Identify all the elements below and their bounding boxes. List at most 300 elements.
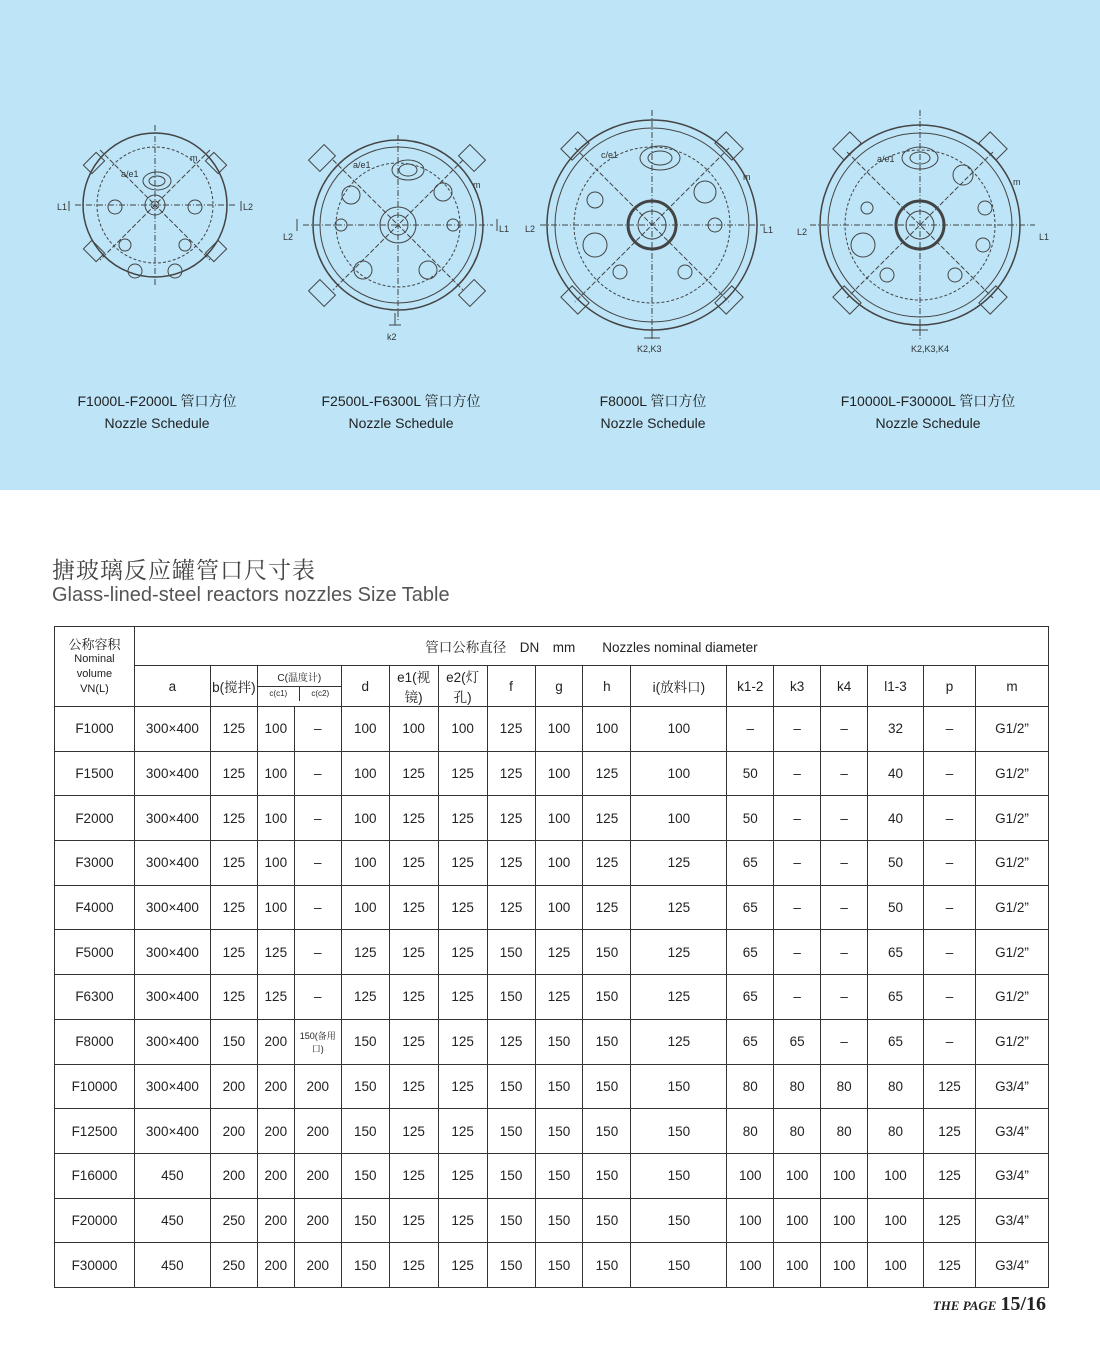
col-i: i(放料口)	[631, 666, 727, 707]
table-cell: –	[821, 1019, 868, 1064]
table-cell: 125	[487, 707, 535, 752]
table-cell: G3/4”	[975, 1109, 1048, 1154]
col-k4: k4	[821, 666, 868, 707]
table-cell: –	[774, 841, 821, 886]
table-cell: 125	[438, 1019, 487, 1064]
col-c: C(温度计) c(c1) c(c2)	[257, 666, 341, 707]
table-cell: 125	[210, 841, 257, 886]
table-cell: 65	[727, 841, 774, 886]
table-cell: 150	[631, 1064, 727, 1109]
table-cell: 100	[535, 707, 583, 752]
table-cell: 100	[535, 841, 583, 886]
table-cell: –	[727, 707, 774, 752]
table-cell: 100	[821, 1153, 868, 1198]
table-cell: 65	[727, 885, 774, 930]
table-cell: 200	[257, 1109, 294, 1154]
table-cell: 100	[341, 796, 389, 841]
vn-cell: F20000	[55, 1198, 135, 1243]
table-cell: 100	[341, 885, 389, 930]
table-cell: 100	[868, 1153, 924, 1198]
table-cell: 150	[210, 1019, 257, 1064]
table-cell: –	[821, 930, 868, 975]
table-cell: 150(备用口)	[294, 1019, 341, 1064]
table-cell: 100	[257, 707, 294, 752]
table-title-cn: 搪玻璃反应罐管口尺寸表	[52, 558, 316, 584]
table-cell: 150	[535, 1064, 583, 1109]
table-cell: 125	[438, 796, 487, 841]
table-cell: 200	[210, 1153, 257, 1198]
table-cell: 80	[727, 1064, 774, 1109]
table-cell: 125	[210, 796, 257, 841]
col-h: h	[583, 666, 631, 707]
table-cell: 125	[210, 707, 257, 752]
caption-cn: F1000L-F2000L 管口方位	[77, 393, 237, 409]
table-row	[55, 1109, 1049, 1154]
svg-text:a/e1: a/e1	[353, 160, 371, 170]
caption-cn: F10000L-F30000L 管口方位	[840, 393, 1016, 409]
table-cell: 100	[535, 885, 583, 930]
table-cell: 125	[257, 975, 294, 1020]
table-cell: 125	[923, 1243, 975, 1288]
table-cell: 300×400	[134, 1064, 210, 1109]
table-cell: 125	[210, 930, 257, 975]
table-cell: 150	[535, 1109, 583, 1154]
svg-text:m: m	[190, 153, 198, 163]
table-cell: 450	[134, 1153, 210, 1198]
table-cell: 300×400	[134, 751, 210, 796]
table-cell: 450	[134, 1243, 210, 1288]
table-cell: 100	[774, 1243, 821, 1288]
table-cell: 125	[210, 751, 257, 796]
table-cell: G3/4”	[975, 1064, 1048, 1109]
table-cell: 125	[389, 796, 438, 841]
table-cell: 150	[487, 1243, 535, 1288]
table-cell: 100	[727, 1198, 774, 1243]
table-cell: 200	[294, 1198, 341, 1243]
table-cell: 150	[583, 1019, 631, 1064]
table-cell: 300×400	[134, 841, 210, 886]
table-cell: 300×400	[134, 707, 210, 752]
page-number	[933, 1293, 1046, 1316]
table-row	[55, 885, 1049, 930]
svg-text:a/e1: a/e1	[877, 154, 895, 164]
table-cell: 100	[774, 1153, 821, 1198]
table-cell: 125	[389, 751, 438, 796]
table-cell: 150	[341, 1153, 389, 1198]
table-cell: 100	[535, 796, 583, 841]
table-cell: 80	[868, 1064, 924, 1109]
table-cell: 125	[389, 1243, 438, 1288]
table-cell: –	[923, 885, 975, 930]
table-cell: 200	[294, 1109, 341, 1154]
nozzle-diagram-3	[525, 100, 780, 360]
table-cell: –	[923, 930, 975, 975]
table-cell: –	[774, 930, 821, 975]
table-cell: 200	[257, 1198, 294, 1243]
table-cell: 125	[923, 1064, 975, 1109]
vn-cell: F10000	[55, 1064, 135, 1109]
table-cell: 125	[487, 841, 535, 886]
table-row	[55, 930, 1049, 975]
caption-en: Nozzle Schedule	[104, 415, 210, 431]
table-row	[55, 707, 1049, 752]
table-cell: 125	[583, 751, 631, 796]
table-cell: 50	[727, 796, 774, 841]
table-cell: 200	[210, 1064, 257, 1109]
table-cell: –	[774, 885, 821, 930]
table-cell: 125	[438, 1243, 487, 1288]
table-cell: 65	[868, 930, 924, 975]
page-label: THE PAGE	[932, 1298, 997, 1313]
col-f: f	[487, 666, 535, 707]
table-cell: 150	[583, 1243, 631, 1288]
table-cell: 200	[294, 1243, 341, 1288]
table-cell: G3/4”	[975, 1243, 1048, 1288]
page-count: 15/16	[1000, 1293, 1046, 1315]
table-row	[55, 1019, 1049, 1064]
table-row	[55, 841, 1049, 886]
table-cell: 125	[631, 1019, 727, 1064]
table-cell: 200	[257, 1243, 294, 1288]
svg-text:L1: L1	[763, 225, 774, 235]
table-cell: –	[923, 707, 975, 752]
table-cell: –	[821, 751, 868, 796]
table-cell: 150	[341, 1109, 389, 1154]
svg-text:L2: L2	[283, 232, 294, 242]
table-cell: 100	[341, 751, 389, 796]
table-cell: 125	[389, 1019, 438, 1064]
table-cell: G1/2”	[975, 930, 1048, 975]
table-cell: 150	[487, 930, 535, 975]
table-cell: 100	[341, 707, 389, 752]
table-cell: G1/2”	[975, 707, 1048, 752]
table-cell: 125	[487, 885, 535, 930]
svg-text:m: m	[1013, 177, 1021, 187]
table-cell: 125	[487, 1019, 535, 1064]
table-cell: –	[923, 796, 975, 841]
table-cell: –	[294, 930, 341, 975]
table-cell: 125	[257, 930, 294, 975]
table-cell: 80	[868, 1109, 924, 1154]
caption-cn: F2500L-F6300L 管口方位	[321, 393, 481, 409]
vn-cell: F16000	[55, 1153, 135, 1198]
table-cell: 150	[631, 1198, 727, 1243]
col-a: a	[134, 666, 210, 707]
col-b: b(搅拌)	[210, 666, 257, 707]
table-cell: 150	[535, 1019, 583, 1064]
table-cell: 125	[535, 930, 583, 975]
table-cell: 65	[727, 975, 774, 1020]
table-cell: 125	[210, 975, 257, 1020]
col-p: p	[923, 666, 975, 707]
table-cell: 300×400	[134, 796, 210, 841]
table-cell: 100	[821, 1198, 868, 1243]
table-cell: –	[923, 841, 975, 886]
table-cell: 100	[257, 841, 294, 886]
table-cell: 125	[438, 885, 487, 930]
table-cell: 125	[438, 975, 487, 1020]
table-row	[55, 796, 1049, 841]
table-cell: 200	[257, 1019, 294, 1064]
table-cell: 125	[438, 1153, 487, 1198]
table-cell: 125	[389, 975, 438, 1020]
table-cell: 100	[774, 1198, 821, 1243]
vn-cell: F4000	[55, 885, 135, 930]
table-cell: 150	[487, 1153, 535, 1198]
table-cell: –	[821, 796, 868, 841]
table-cell: 65	[868, 1019, 924, 1064]
table-cell: 450	[134, 1198, 210, 1243]
table-cell: 150	[583, 1109, 631, 1154]
table-cell: 100	[631, 796, 727, 841]
table-cell: 125	[631, 930, 727, 975]
table-cell: 125	[438, 841, 487, 886]
nozzle-diagram-4	[795, 100, 1055, 360]
table-cell: 150	[535, 1153, 583, 1198]
table-cell: 125	[583, 885, 631, 930]
table-cell: 300×400	[134, 975, 210, 1020]
table-cell: 100	[631, 751, 727, 796]
nozzle-diagram-1	[55, 95, 260, 310]
table-cell: –	[821, 885, 868, 930]
table-cell: 300×400	[134, 1019, 210, 1064]
table-cell: 150	[535, 1243, 583, 1288]
table-cell: 150	[583, 1153, 631, 1198]
svg-text:L2: L2	[797, 227, 808, 237]
table-cell: 100	[727, 1153, 774, 1198]
nozzle-size-table	[54, 626, 1049, 1288]
vn-cell: F6300	[55, 975, 135, 1020]
diagram-caption-4	[798, 390, 1058, 434]
table-cell: 100	[389, 707, 438, 752]
table-cell: G3/4”	[975, 1198, 1048, 1243]
table-cell: 125	[438, 1109, 487, 1154]
table-cell: –	[774, 751, 821, 796]
table-cell: 80	[774, 1064, 821, 1109]
table-cell: 125	[583, 796, 631, 841]
table-cell: 100	[535, 751, 583, 796]
table-cell: 65	[727, 1019, 774, 1064]
caption-en: Nozzle Schedule	[875, 415, 981, 431]
table-cell: G1/2”	[975, 975, 1048, 1020]
table-cell: 80	[821, 1109, 868, 1154]
table-cell: 100	[341, 841, 389, 886]
caption-en: Nozzle Schedule	[600, 415, 706, 431]
group-header: 管口公称直径 DN mm Nozzles nominal diameter	[134, 627, 1048, 666]
table-cell: –	[923, 975, 975, 1020]
table-cell: –	[294, 751, 341, 796]
table-cell: 300×400	[134, 1109, 210, 1154]
vn-cell: F3000	[55, 841, 135, 886]
col-k3: k3	[774, 666, 821, 707]
table-cell: –	[294, 796, 341, 841]
table-cell: 125	[389, 1064, 438, 1109]
table-cell: 150	[341, 1064, 389, 1109]
table-cell: 65	[774, 1019, 821, 1064]
svg-text:L1: L1	[57, 202, 68, 212]
svg-text:K2,K3: K2,K3	[637, 344, 662, 354]
table-cell: 150	[487, 1109, 535, 1154]
table-cell: 200	[294, 1064, 341, 1109]
table-cell: 125	[438, 930, 487, 975]
svg-text:K2,K3,K4: K2,K3,K4	[911, 344, 950, 354]
table-row	[55, 1198, 1049, 1243]
table-cell: –	[294, 885, 341, 930]
svg-text:k2: k2	[387, 332, 397, 342]
col-e2: e2(灯孔)	[438, 666, 487, 707]
table-cell: 50	[868, 841, 924, 886]
svg-text:L1: L1	[1039, 232, 1050, 242]
table-row	[55, 1064, 1049, 1109]
table-cell: 40	[868, 751, 924, 796]
table-cell: 125	[583, 841, 631, 886]
diagram-caption-2	[271, 390, 531, 434]
table-cell: 150	[341, 1198, 389, 1243]
table-cell: 125	[341, 975, 389, 1020]
table-cell: 150	[341, 1243, 389, 1288]
vn-cell: F8000	[55, 1019, 135, 1064]
table-cell: 80	[774, 1109, 821, 1154]
vn-cell: F2000	[55, 796, 135, 841]
svg-text:a/e1: a/e1	[121, 169, 139, 179]
table-cell: G1/2”	[975, 885, 1048, 930]
table-cell: –	[294, 707, 341, 752]
table-cell: 50	[868, 885, 924, 930]
table-cell: 200	[257, 1064, 294, 1109]
table-cell: 150	[583, 975, 631, 1020]
table-title-en: Glass-lined-steel reactors nozzles Size Table	[52, 584, 450, 606]
table-cell: 100	[257, 796, 294, 841]
table-cell: 150	[487, 1198, 535, 1243]
table-cell: 150	[583, 1198, 631, 1243]
col-k12: k1-2	[727, 666, 774, 707]
diagram-caption-1	[27, 390, 287, 434]
col-l13: l1-3	[868, 666, 924, 707]
table-cell: G1/2”	[975, 751, 1048, 796]
table-cell: –	[774, 707, 821, 752]
table-cell: –	[923, 1019, 975, 1064]
vn-cell: F1000	[55, 707, 135, 752]
table-cell: –	[821, 707, 868, 752]
col-g: g	[535, 666, 583, 707]
table-cell: 125	[923, 1198, 975, 1243]
table-cell: 150	[583, 930, 631, 975]
table-cell: 125	[389, 1109, 438, 1154]
table-cell: 150	[583, 1064, 631, 1109]
table-body	[55, 707, 1049, 1288]
table-cell: 125	[535, 975, 583, 1020]
table-cell: 125	[389, 930, 438, 975]
diagram-caption-3	[523, 390, 783, 434]
table-cell: 100	[631, 707, 727, 752]
table-cell: –	[294, 975, 341, 1020]
table-cell: 125	[631, 885, 727, 930]
table-cell: 100	[583, 707, 631, 752]
table-cell: 125	[487, 751, 535, 796]
table-cell: 125	[389, 885, 438, 930]
table-cell: 100	[257, 751, 294, 796]
table-cell: 100	[868, 1198, 924, 1243]
nozzle-diagram-2	[283, 130, 518, 345]
table-cell: 125	[487, 796, 535, 841]
table-cell: 300×400	[134, 885, 210, 930]
table-cell: –	[294, 841, 341, 886]
vn-header: 公称容积 Nominal volume VN(L)	[55, 627, 135, 707]
table-cell: 125	[923, 1109, 975, 1154]
table-cell: 65	[727, 930, 774, 975]
table-cell: 100	[257, 885, 294, 930]
table-cell: 80	[821, 1064, 868, 1109]
table-cell: 150	[341, 1019, 389, 1064]
table-cell: G3/4”	[975, 1153, 1048, 1198]
table-cell: 150	[631, 1243, 727, 1288]
caption-cn: F8000L 管口方位	[599, 393, 707, 409]
svg-text:L1: L1	[499, 224, 510, 234]
table-cell: 125	[389, 1153, 438, 1198]
table-cell: 125	[438, 1064, 487, 1109]
table-cell: –	[923, 751, 975, 796]
table-cell: –	[774, 796, 821, 841]
svg-text:m: m	[473, 180, 481, 190]
table-cell: 32	[868, 707, 924, 752]
table-cell: 125	[438, 751, 487, 796]
table-cell: G1/2”	[975, 841, 1048, 886]
vn-cell: F12500	[55, 1109, 135, 1154]
table-cell: 100	[868, 1243, 924, 1288]
col-e1: e1(视镜)	[389, 666, 438, 707]
table-cell: 65	[868, 975, 924, 1020]
svg-text:L2: L2	[525, 224, 536, 234]
table-cell: 125	[923, 1153, 975, 1198]
vn-cell: F5000	[55, 930, 135, 975]
table-cell: 125	[631, 841, 727, 886]
table-cell: 150	[487, 975, 535, 1020]
table-cell: G1/2”	[975, 1019, 1048, 1064]
svg-text:c/e1: c/e1	[601, 150, 619, 160]
table-cell: 40	[868, 796, 924, 841]
table-cell: G1/2”	[975, 796, 1048, 841]
svg-text:m: m	[743, 172, 751, 182]
table-cell: 80	[727, 1109, 774, 1154]
table-cell: 200	[294, 1153, 341, 1198]
table-cell: 150	[631, 1109, 727, 1154]
table-cell: 125	[631, 975, 727, 1020]
table-cell: 150	[487, 1064, 535, 1109]
table-cell: 250	[210, 1198, 257, 1243]
table-cell: 125	[389, 841, 438, 886]
table-cell: 100	[821, 1243, 868, 1288]
table-cell: 125	[210, 885, 257, 930]
vn-cell: F1500	[55, 751, 135, 796]
table-cell: 125	[438, 1198, 487, 1243]
table-cell: 200	[257, 1153, 294, 1198]
col-d: d	[341, 666, 389, 707]
table-cell: 150	[631, 1153, 727, 1198]
table-cell: 100	[438, 707, 487, 752]
svg-text:L2: L2	[243, 202, 254, 212]
table-cell: 150	[535, 1198, 583, 1243]
table-row	[55, 751, 1049, 796]
table-cell: 125	[341, 930, 389, 975]
table-row	[55, 975, 1049, 1020]
caption-en: Nozzle Schedule	[348, 415, 454, 431]
table-cell: 100	[727, 1243, 774, 1288]
vn-cell: F30000	[55, 1243, 135, 1288]
table-row	[55, 1243, 1049, 1288]
table-row	[55, 1153, 1049, 1198]
table-cell: 50	[727, 751, 774, 796]
table-cell: 200	[210, 1109, 257, 1154]
